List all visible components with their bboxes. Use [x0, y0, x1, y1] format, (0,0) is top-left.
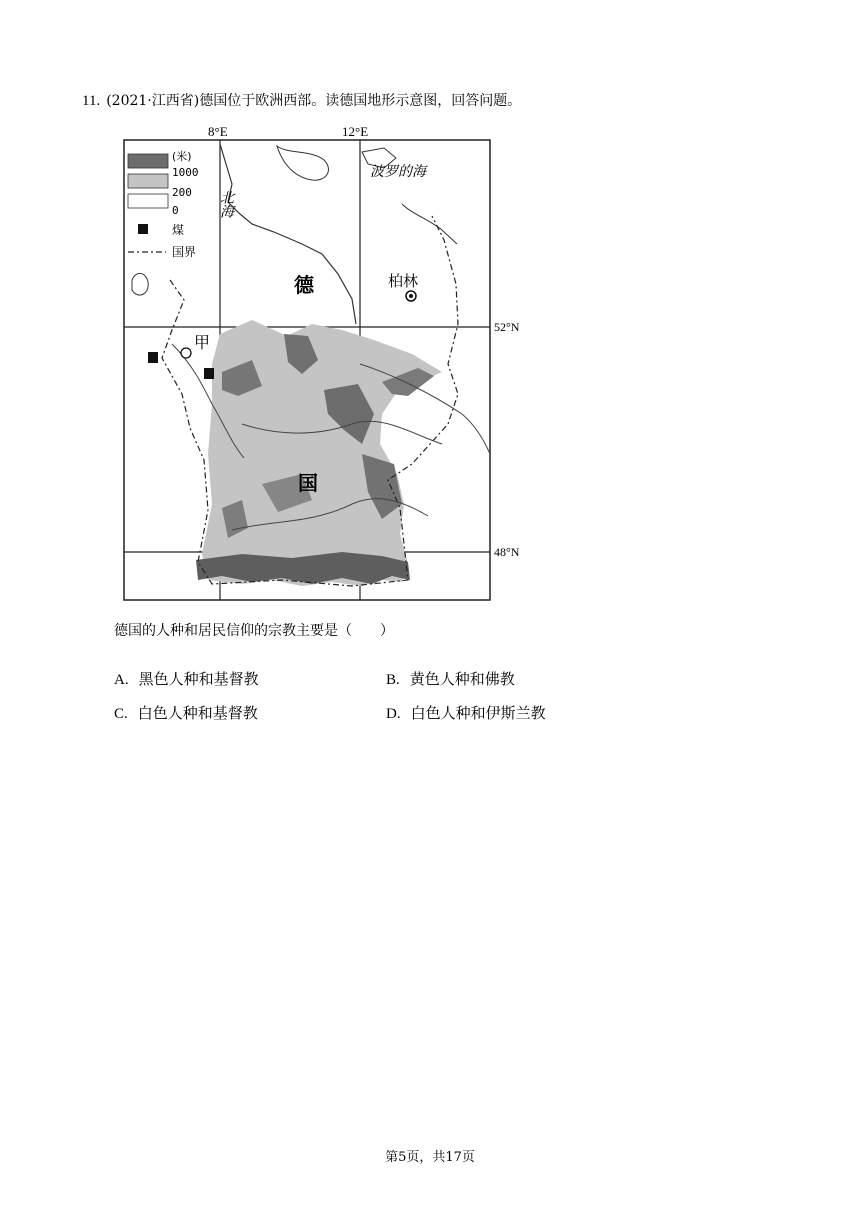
legend-mid-swatch — [128, 174, 168, 188]
coal-icon-1 — [148, 352, 158, 363]
option-a-text: 黑色人种和基督教 — [138, 670, 259, 688]
page-footer: 第5页，共17页 — [385, 1150, 475, 1165]
legend-coal-icon — [138, 224, 148, 234]
country-char-de: 德 — [294, 273, 314, 297]
question-source: (2021·江西省) — [106, 93, 200, 109]
option-b-text: 黄色人种和佛教 — [409, 670, 515, 688]
city-jia-marker — [181, 348, 191, 358]
germany-terrain-map — [112, 124, 552, 604]
islet-west — [132, 273, 148, 295]
option-b[interactable] — [386, 668, 515, 689]
north-sea-label — [218, 190, 234, 218]
option-d-text: 白色人种和伊斯兰教 — [410, 704, 546, 722]
capital-marker-inner — [409, 294, 413, 298]
option-b-letter: B. — [386, 672, 400, 688]
baltic-sea-label: 波罗的海 — [370, 164, 426, 180]
lat-label-48n: 48°N — [494, 545, 520, 559]
legend-low-swatch — [128, 194, 168, 208]
question-number: 11. — [82, 93, 101, 109]
city-jia-label: 甲 — [194, 333, 211, 352]
country-char-guo: 国 — [298, 471, 318, 495]
lon-label-8e: 8°E — [208, 124, 228, 139]
option-a[interactable] — [114, 668, 259, 689]
legend-elev-200: 200 — [172, 186, 192, 199]
option-d[interactable] — [386, 702, 546, 723]
legend-elev-0: 0 — [172, 204, 179, 217]
lat-label-52n: 52°N — [494, 320, 520, 334]
question-text: 德国位于欧洲西部。读德国地形示意图，回答问题。 — [199, 93, 522, 109]
capital-label: 柏林 — [388, 272, 419, 290]
legend-high-swatch — [128, 154, 168, 168]
legend-coal-label: 煤 — [172, 223, 185, 237]
question-line — [82, 90, 521, 110]
option-c[interactable] — [114, 702, 258, 723]
coal-icon-2 — [204, 368, 214, 379]
legend-border-label: 国界 — [172, 245, 197, 259]
north-sea-text: 北海 — [218, 190, 234, 218]
lon-label-12e: 12°E — [342, 124, 369, 139]
option-c-text: 白色人种和基督教 — [137, 704, 258, 722]
option-c-letter: C. — [114, 706, 128, 722]
sub-question: 德国的人种和居民信仰的宗教主要是（ ） — [114, 623, 394, 639]
option-a-letter: A. — [114, 672, 129, 688]
legend-unit: (米) — [172, 150, 192, 163]
option-d-letter: D. — [386, 706, 401, 722]
legend-elev-1000: 1000 — [172, 166, 199, 179]
